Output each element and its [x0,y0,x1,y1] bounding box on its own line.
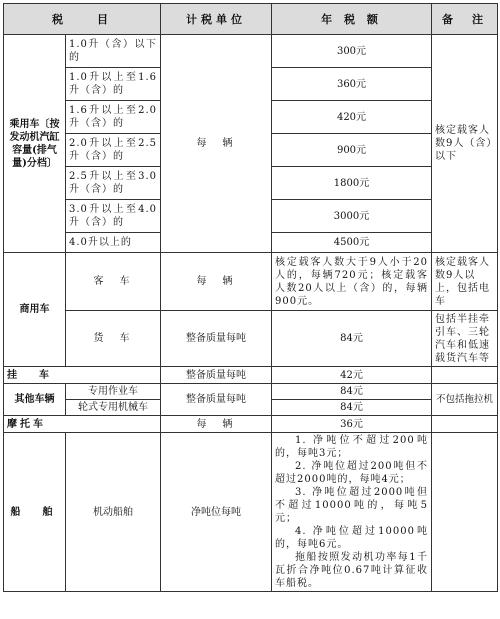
truck-remark: 包括半挂牵引车、三轮汽车和低速载货汽车等 [432,311,498,367]
passenger-range: 3.0升以上至4.0升（含）的 [66,200,161,233]
commercial-truck-row [4,311,498,367]
bus-unit: 每 辆 [161,253,272,311]
passenger-amount: 1800元 [272,167,432,200]
ship-line: 4. 净吨位超过10000吨的，每吨6元。 [275,526,428,550]
header-remark: 备 注 [432,4,498,35]
tax-table-page [3,3,497,613]
other-name: 专用作业车 [66,384,161,400]
ship-amount [272,433,432,592]
other-category: 其他车辆 [4,384,66,416]
ship-line: 拖船按照发动机功率每1千瓦折合净吨位0.67吨计算征收车船税。 [275,552,428,589]
other-amount: 84元 [272,384,432,400]
motorcycle-unit: 每 辆 [161,416,272,433]
commercial-bus-row [4,253,498,311]
other-remark: 不包括拖拉机 [432,384,498,416]
ship-unit: 净吨位每吨 [161,433,272,592]
passenger-amount: 900元 [272,134,432,167]
header-item: 税 目 [4,4,161,35]
trailer-category: 挂 车 [4,367,161,384]
trailer-remark [432,367,498,384]
truck-unit: 整备质量每吨 [161,311,272,367]
trailer-row [4,367,498,384]
header-row [4,4,498,35]
other-row-1 [4,384,498,400]
passenger-range: 1.0升以上至1.6升（含）的 [66,68,161,101]
passenger-category: 乘用车〔按发动机汽缸容量(排气量)分档〕 [4,35,66,253]
passenger-range: 1.6升以上至2.0升（含）的 [66,101,161,134]
ship-row [4,433,498,592]
motorcycle-remark [432,416,498,433]
motorcycle-amount: 36元 [272,416,432,433]
bus-amount: 核定载客人数大于9人小于20人的，每辆720元；核定载客人数20人以上（含）的，每辆900元。 [272,253,432,311]
motorcycle-category: 摩托车 [4,416,161,433]
header-amount: 年 税 额 [272,4,432,35]
passenger-amount: 420元 [272,101,432,134]
other-unit: 整备质量每吨 [161,384,272,416]
trailer-unit: 整备质量每吨 [161,367,272,384]
passenger-row-1 [4,35,498,68]
passenger-amount: 300元 [272,35,432,68]
passenger-remark: 核定载客人数9人（含）以下 [432,35,498,253]
passenger-amount: 3000元 [272,200,432,233]
commercial-category: 商用车 [4,253,66,367]
passenger-range: 1.0升（含）以下的 [66,35,161,68]
ship-name: 机动船舶 [66,433,161,592]
ship-line: 2. 净吨位超过200吨但不超过2000吨的，每吨4元； [275,461,428,485]
motorcycle-row [4,416,498,433]
truck-name: 货 车 [66,311,161,367]
ship-category: 船 舶 [4,433,66,592]
bus-name: 客 车 [66,253,161,311]
passenger-unit: 每 辆 [161,35,272,253]
ship-remark [432,433,498,592]
passenger-range: 2.5升以上至3.0升（含）的 [66,167,161,200]
truck-amount: 84元 [272,311,432,367]
passenger-range: 2.0升以上至2.5升（含）的 [66,134,161,167]
passenger-amount: 360元 [272,68,432,101]
vehicle-vessel-tax-table [3,3,498,592]
ship-line: 1. 净吨位不超过200吨的，每吨3元； [275,435,428,459]
passenger-range: 4.0升以上的 [66,233,161,253]
trailer-amount: 42元 [272,367,432,384]
ship-line: 3. 净吨位超过2000吨但不超过10000吨的，每吨5元； [275,487,428,524]
other-amount: 84元 [272,400,432,416]
bus-remark: 核定载客人数9人以上，包括电车 [432,253,498,311]
passenger-amount: 4500元 [272,233,432,253]
other-name: 轮式专用机械车 [66,400,161,416]
header-unit: 计税单位 [161,4,272,35]
